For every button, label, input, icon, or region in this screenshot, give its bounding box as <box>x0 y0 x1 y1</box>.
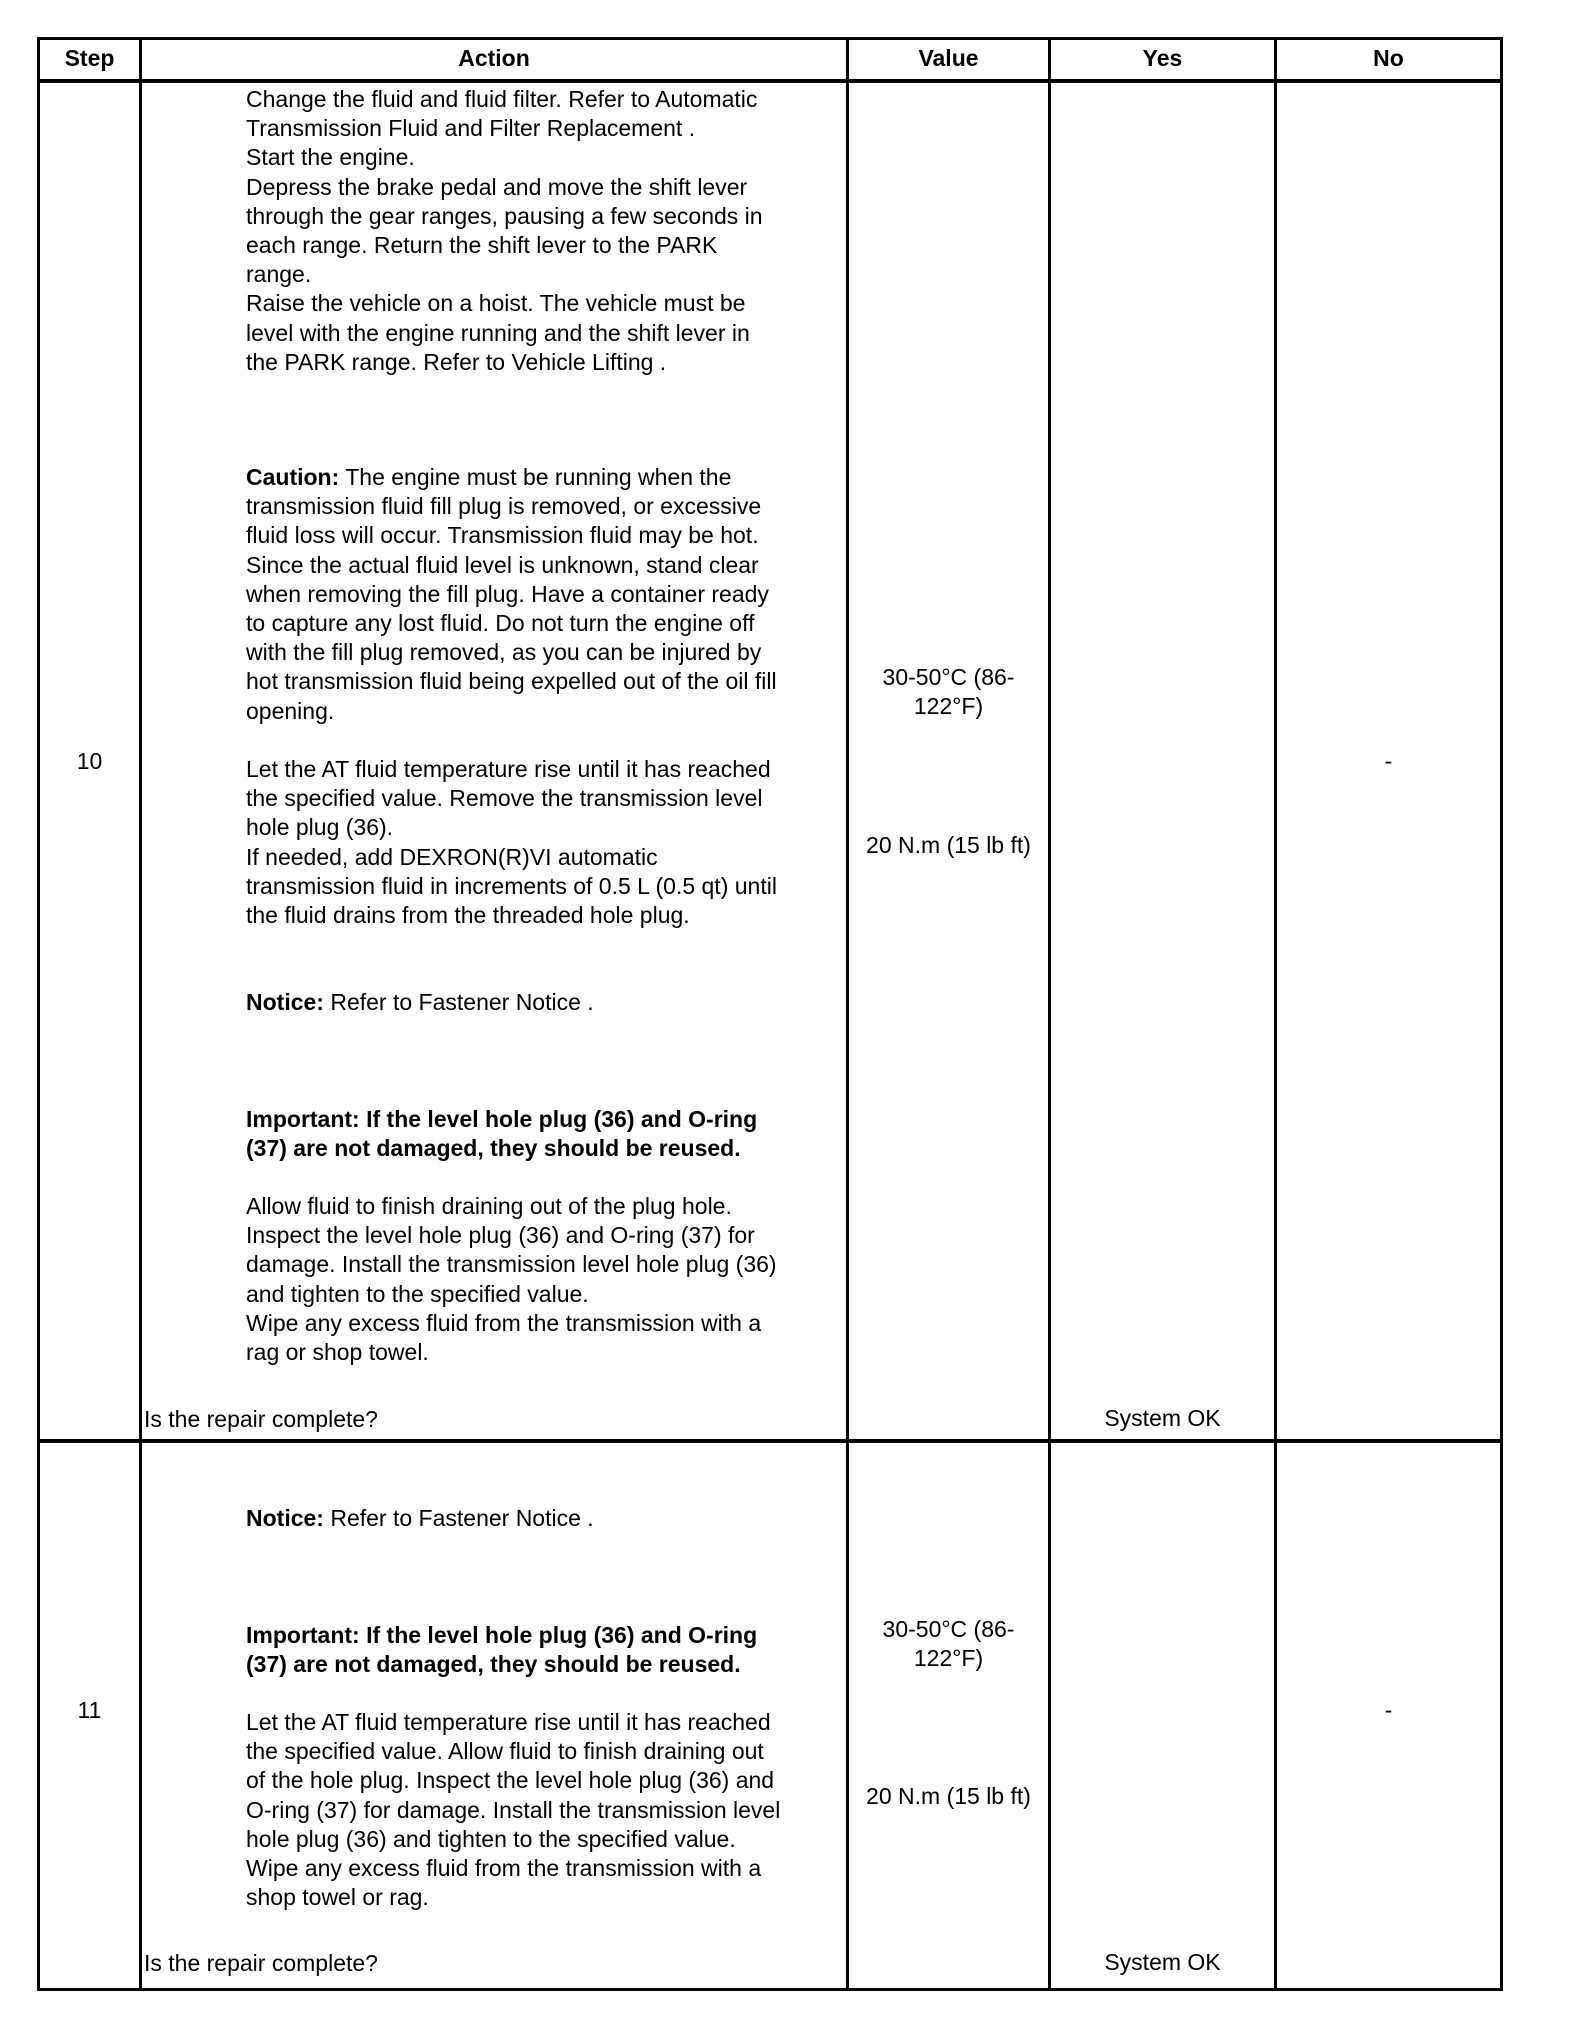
notice-note <box>246 988 594 1017</box>
notice-text: Refer to Fastener Notice . <box>323 989 594 1015</box>
important-text: Important: If the level hole plug (36) and O-ring (37) are not damaged, they should be reused. <box>246 1106 758 1162</box>
notice-label: Notice: <box>246 1505 324 1531</box>
caution-label: Caution: <box>246 464 340 490</box>
important-text: Important: If the level hole plug (36) and O-ring (37) are not damaged, they should be reused. <box>246 1622 758 1678</box>
action-instructions-2: Let the AT fluid temperature rise until it has reached the specified value. Remove the transmission level hole plug (36). If needed, add DEXRON(R)VI automatic transmission fluid in increments of 0.5 L (0.5 qt) until the fluid drains from the threaded hole plug. <box>246 756 777 929</box>
header-value: Value <box>918 45 979 71</box>
action-instructions-3: Allow fluid to finish draining out of the plug hole. Inspect the level hole plug (36) and O-ring (37) for damage. Install the transmission level hole plug (36) and tighten to the specified value. Wipe any excess fluid from the transmission with a rag or shop towel. <box>246 1193 777 1366</box>
value-temperature: 30-50°C (86- 122°F) <box>882 664 1015 719</box>
notice-text: Refer to Fastener Notice . <box>323 1505 594 1531</box>
important-note <box>246 1105 757 1163</box>
notice-label: Notice: <box>246 989 324 1015</box>
action-instructions: Let the AT fluid temperature rise until it has reached the specified value. Allow fluid to finish draining out of the hole plug. Inspect the level hole plug (36) and O-ring (37) for damage. Install the transmission level hole plug (36) and tighten to the specified value. Wipe any excess fluid from the transmission with a shop towel or rag. <box>246 1709 781 1911</box>
table-bottom-border <box>37 1988 1503 1991</box>
step-number: 11 <box>77 1697 102 1723</box>
diagnostic-table <box>37 37 1503 1991</box>
repair-question: Is the repair complete? <box>144 1950 378 1976</box>
yes-result: System OK <box>1104 1405 1221 1431</box>
notice-note <box>246 1504 594 1533</box>
yes-result: System OK <box>1104 1949 1221 1975</box>
col-divider-value <box>1048 37 1051 1991</box>
header-no: No <box>1373 45 1404 71</box>
value-torque: 20 N.m (15 lb ft) <box>866 1783 1031 1809</box>
row-divider <box>37 1439 1503 1443</box>
no-result: - <box>1384 1697 1393 1723</box>
no-result: - <box>1384 748 1393 774</box>
caution-note <box>246 463 777 726</box>
value-torque: 20 N.m (15 lb ft) <box>866 832 1031 858</box>
repair-question: Is the repair complete? <box>144 1406 378 1432</box>
header-step: Step <box>64 45 115 71</box>
col-divider-action <box>846 37 849 1991</box>
header-yes: Yes <box>1142 45 1183 71</box>
table-right-border <box>1500 37 1503 1991</box>
action-instructions: Change the fluid and fluid filter. Refer to Automatic Transmission Fluid and Filter Replacement . Start the engine. Depress the brake pedal and move the shift lever through the gear ranges, pausing a few seconds in each range. Return the shift lever to the PARK range. Raise the vehicle on a hoist. The vehicle must be level with the engine running and the shift lever in the PARK range. Refer to Vehicle Lifting . <box>246 86 763 375</box>
col-divider-step <box>139 37 142 1991</box>
caution-text: The engine must be running when the transmission fluid fill plug is removed, or excessive fluid loss will occur. Transmission fluid may be hot. Since the actual fluid level is unknown, stand clear when removing the fill plug. Have a container ready to capture any lost fluid. Do not turn the engine off with the fill plug removed, as you can be injured by hot transmission fluid being expelled out of the oil fill opening. <box>246 464 777 724</box>
header-action: Action <box>458 45 530 71</box>
value-temperature: 30-50°C (86- 122°F) <box>882 1616 1015 1671</box>
important-note <box>246 1621 757 1679</box>
step-number: 10 <box>76 748 103 774</box>
